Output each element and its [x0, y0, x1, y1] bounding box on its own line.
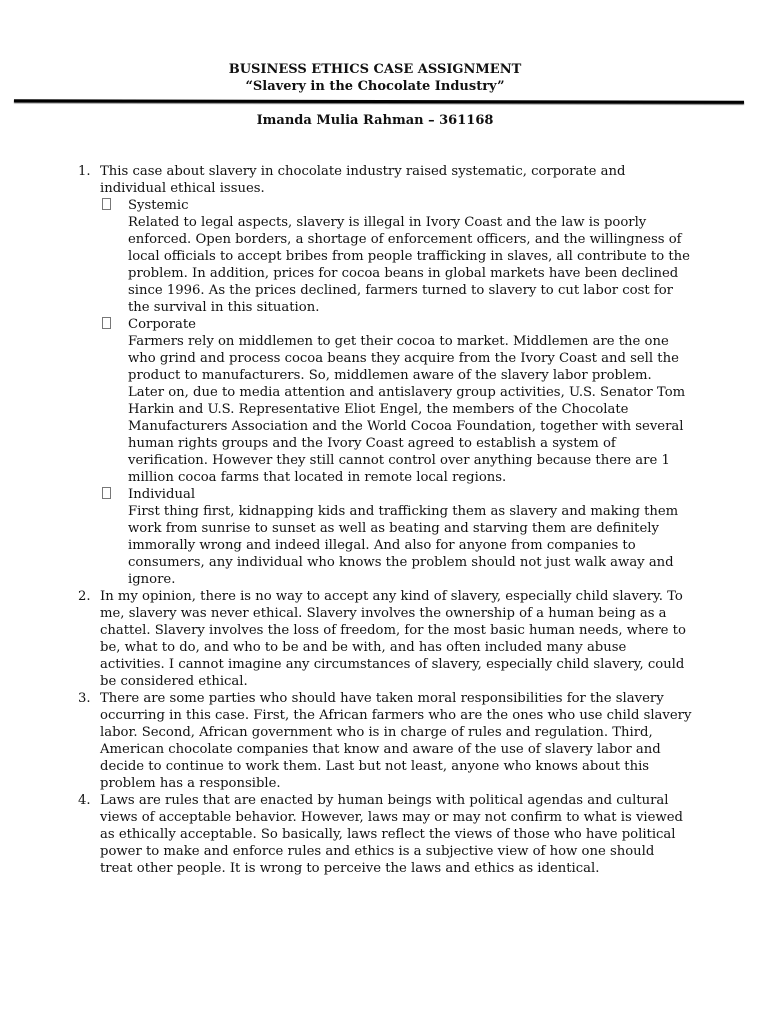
answer-list: [0, 163, 691, 877]
paragraph-line: be considered ethical.: [100, 674, 248, 689]
list-item: [0, 588, 691, 690]
paragraph-line: occurring in this case. First, the African farmers who are the ones who use child slavery: [100, 708, 692, 723]
paragraph-line: Laws are rules that are enacted by human beings with political agendas and cultural: [100, 793, 669, 808]
horizontal-rule: [14, 99, 744, 104]
paragraph-line: problem has a responsible.: [100, 776, 281, 791]
sub-list-item: [100, 486, 691, 588]
paragraph-line: enforced. Open borders, a shortage of enforcement officers, and the willingness of: [128, 232, 682, 247]
paragraph-line: work from sunrise to sunset as well as beating and starving them are definitely: [128, 521, 659, 536]
paragraph-line: as ethically acceptable. So basically, laws reflect the views of those who have political: [100, 827, 676, 842]
list-number: 3.: [78, 691, 91, 706]
paragraph-line: Related to legal aspects, slavery is illegal in Ivory Coast and the law is poorly: [128, 215, 647, 230]
sub-list: [100, 197, 691, 588]
paragraph-line: immorally wrong and indeed illegal. And also for anyone from companies to: [128, 538, 636, 553]
paragraph-line: million cocoa farms that located in remote local regions.: [128, 470, 507, 485]
paragraph-line: American chocolate companies that know and aware of the use of slavery labor and: [100, 742, 661, 757]
paragraph-line: verification. However they still cannot control over anything because there are 1: [128, 453, 670, 468]
paragraph-line: There are some parties who should have taken moral responsibilities for the slavery: [100, 691, 664, 706]
paragraph-line: consumers, any individual who knows the problem should not just walk away and: [128, 555, 674, 570]
missing-glyph-bullet-icon: [102, 487, 111, 499]
paragraph-line: be, what to do, and who to be and be with, and has often included many abuse: [100, 640, 627, 655]
paragraph-line: labor. Second, African government who is in charge of rules and regulation. Third,: [100, 725, 653, 740]
paragraph-line: product to manufacturers. So, middlemen aware of the slavery labor problem.: [128, 368, 652, 383]
paragraph-line: individual ethical issues.: [100, 181, 265, 196]
paragraph-line: Farmers rely on middlemen to get their cocoa to market. Middlemen are the one: [128, 334, 669, 349]
paragraph-line: chattel. Slavery involves the loss of freedom, for the most basic human needs, where to: [100, 623, 686, 638]
sub-list-item: [100, 197, 691, 316]
sub-heading: Corporate: [128, 317, 196, 332]
paragraph-line: the survival in this situation.: [128, 300, 320, 315]
document-title: BUSINESS ETHICS CASE ASSIGNMENT: [228, 62, 522, 77]
paragraph-line: views of acceptable behavior. However, laws may or may not confirm to what is viewed: [100, 810, 683, 825]
paragraph-line: ignore.: [128, 572, 176, 587]
paragraph-line: treat other people. It is wrong to perceive the laws and ethics as identical.: [100, 861, 600, 876]
list-number: 1.: [78, 164, 91, 179]
missing-glyph-bullet-icon: [102, 198, 111, 210]
sub-heading: Systemic: [128, 198, 189, 213]
list-number: 2.: [78, 589, 91, 604]
list-number: 4.: [78, 793, 91, 808]
document-subtitle: “Slavery in the Chocolate Industry”: [245, 79, 505, 94]
paragraph-line: activities. I cannot imagine any circumstances of slavery, especially child slavery, could: [100, 657, 685, 672]
paragraph-line: First thing first, kidnapping kids and trafficking them as slavery and making them: [128, 504, 679, 519]
paragraph-line: problem. In addition, prices for cocoa beans in global markets have been declined: [128, 266, 679, 281]
paragraph-line: Harkin and U.S. Representative Eliot Engel, the members of the Chocolate: [128, 402, 629, 417]
paragraph-line: since 1996. As the prices declined, farmers turned to slavery to cut labor cost for: [128, 283, 673, 298]
list-item: [0, 163, 691, 588]
paragraph-line: human rights groups and the Ivory Coast agreed to establish a system of: [128, 436, 616, 451]
list-item: [0, 792, 691, 877]
list-item: [0, 690, 691, 792]
sub-heading: Individual: [128, 487, 196, 502]
paragraph-line: power to make and enforce rules and ethics is a subjective view of how one should: [100, 844, 655, 859]
sub-list-item: [100, 316, 691, 486]
author-line: Imanda Mulia Rahman – 361168: [256, 113, 494, 128]
paragraph-line: me, slavery was never ethical. Slavery involves the ownership of a human being as a: [100, 606, 667, 621]
paragraph-line: In my opinion, there is no way to accept any kind of slavery, especially child slavery. To: [100, 589, 683, 604]
paragraph-line: This case about slavery in chocolate industry raised systematic, corporate and: [100, 164, 626, 179]
paragraph-line: Manufacturers Association and the World Cocoa Foundation, together with several: [128, 419, 684, 434]
missing-glyph-bullet-icon: [102, 317, 111, 329]
paragraph-line: who grind and process cocoa beans they acquire from the Ivory Coast and sell the: [128, 351, 679, 366]
paragraph-line: Later on, due to media attention and antislavery group activities, U.S. Senator Tom: [128, 385, 686, 400]
paragraph-line: decide to continue to work them. Last but not least, anyone who knows about this: [100, 759, 650, 774]
paragraph-line: local officials to accept bribes from people trafficking in slaves, all contribute to the: [128, 249, 690, 264]
